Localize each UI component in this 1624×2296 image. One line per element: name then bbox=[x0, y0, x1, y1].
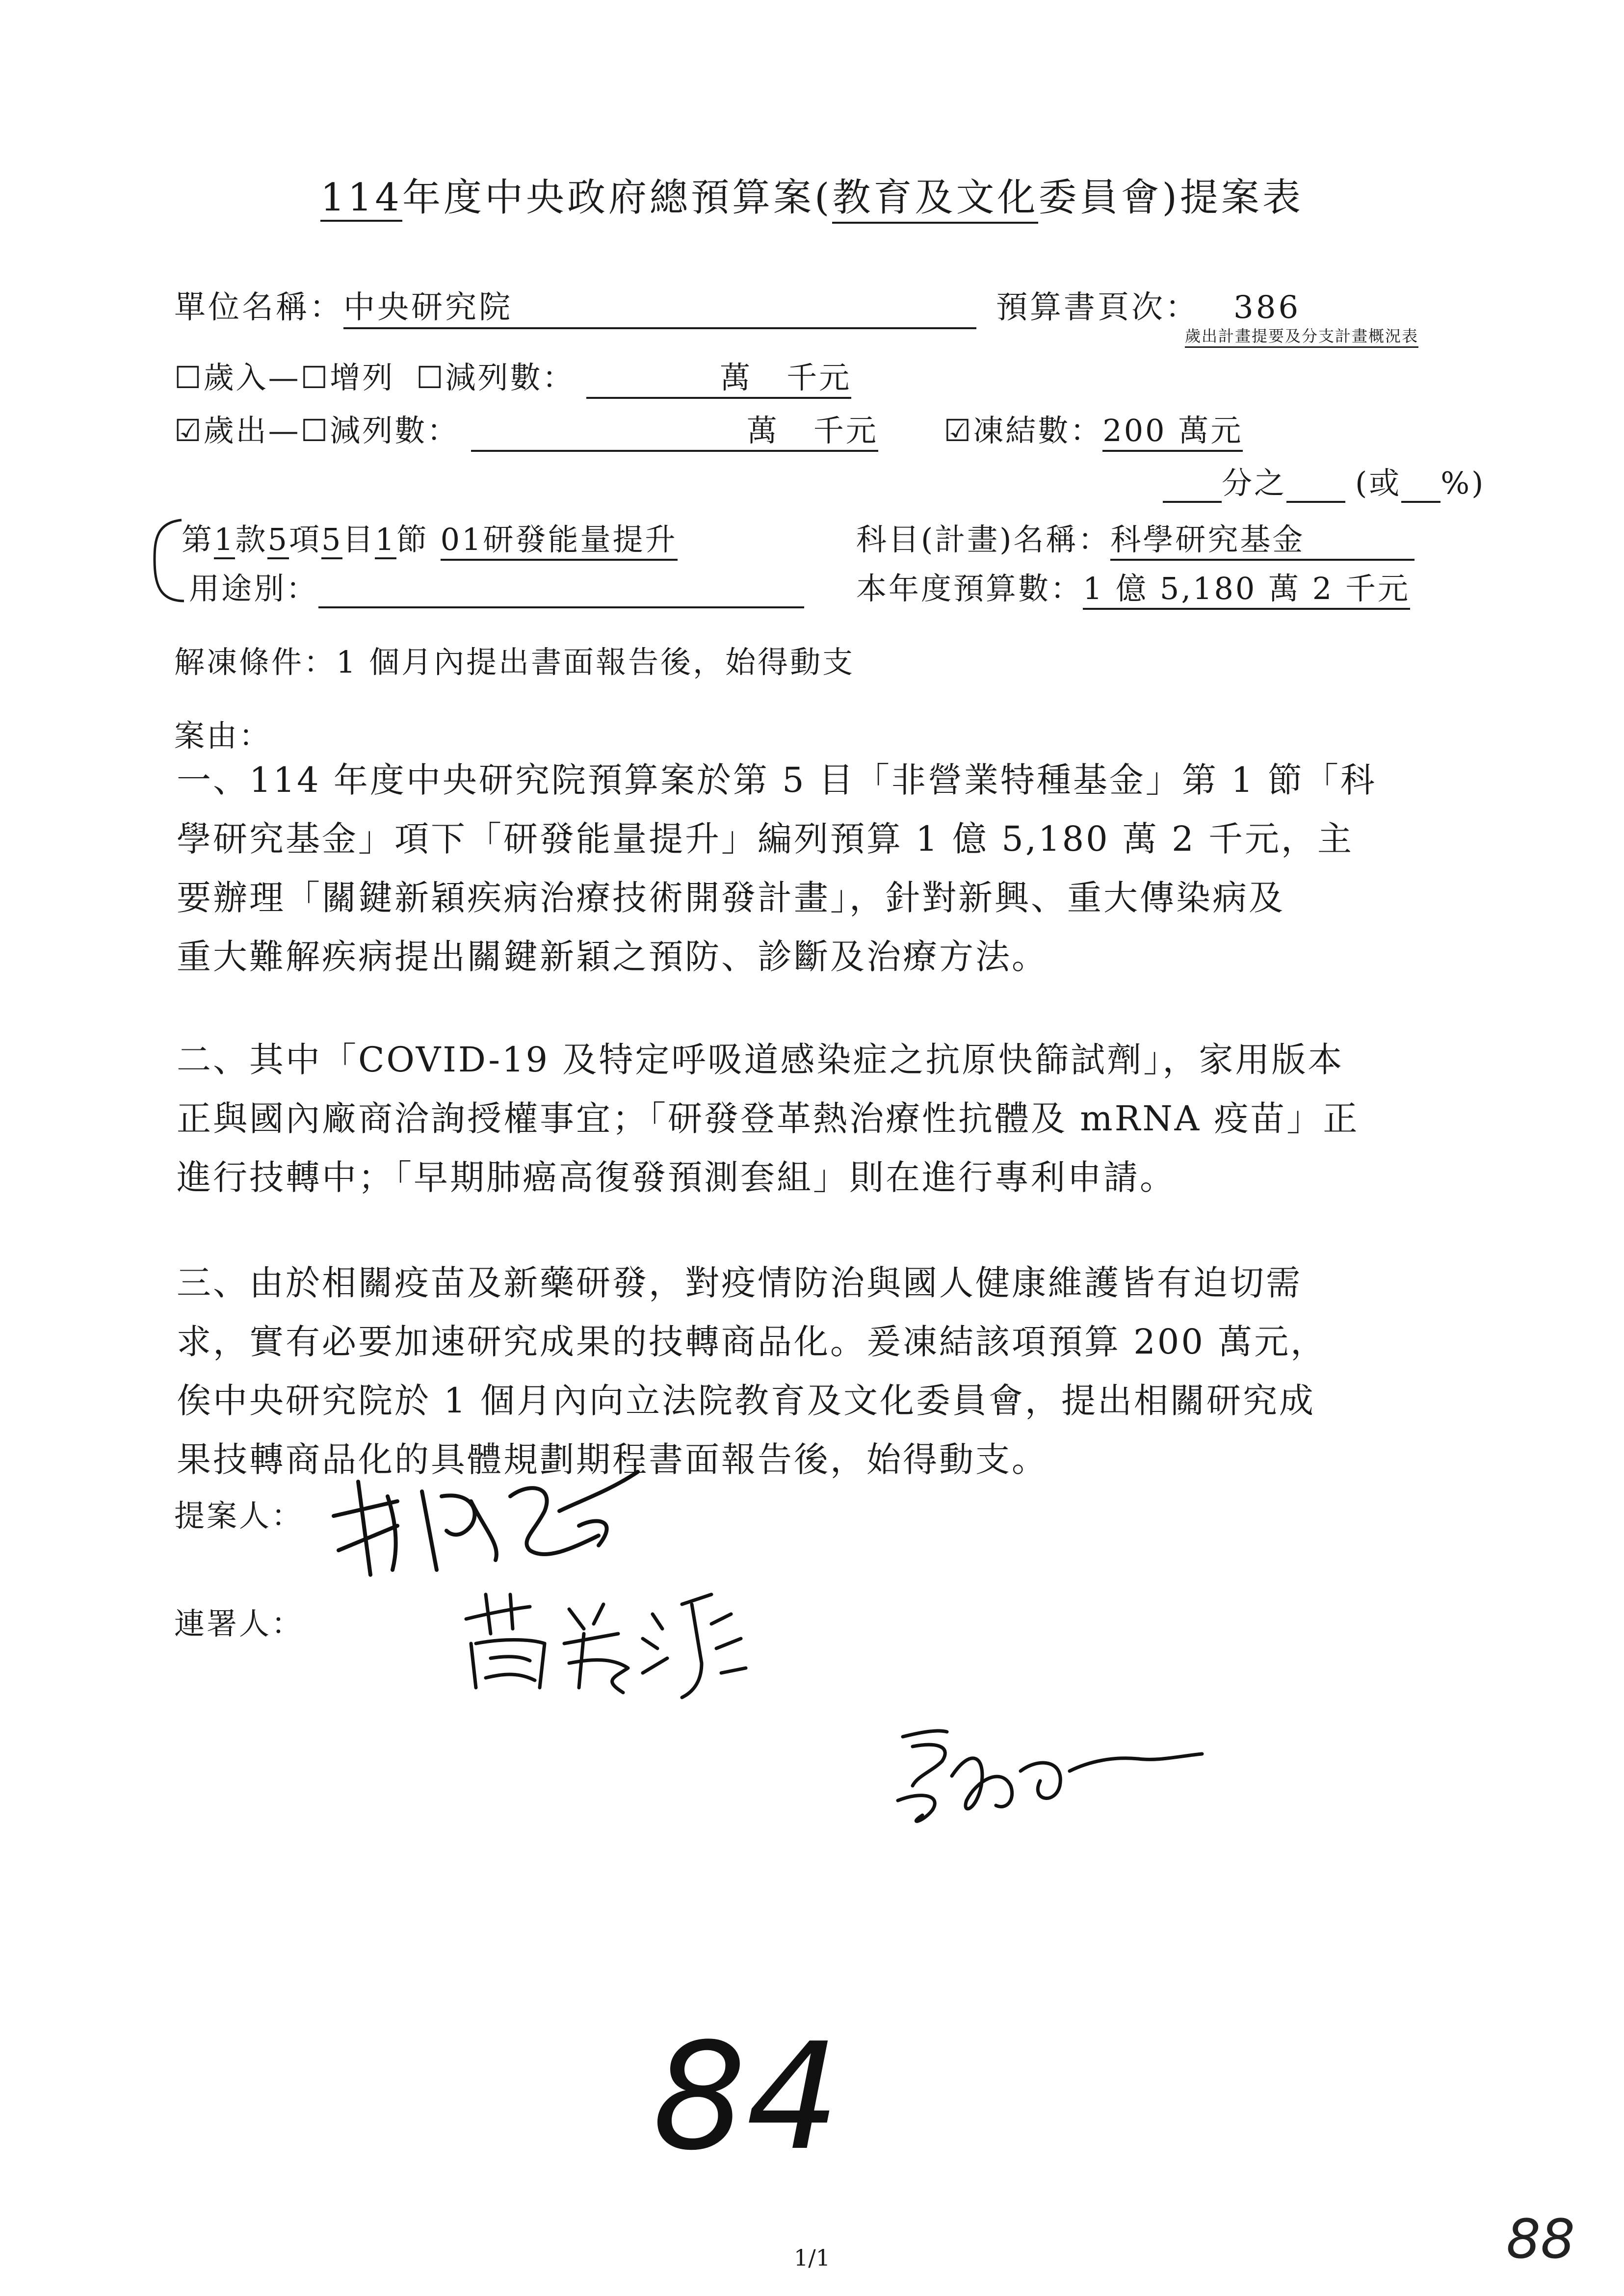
item-code: 01 bbox=[440, 522, 483, 557]
item-kuan-num: 1 bbox=[214, 522, 235, 559]
reason-p1-line: 重大難解疾病提出關鍵新穎之預防、診斷及治療方法。 bbox=[177, 937, 1048, 977]
income-checkbox[interactable]: ☐ bbox=[174, 360, 204, 395]
fraction-huo: (或 bbox=[1355, 465, 1402, 501]
income-row bbox=[174, 353, 851, 399]
expense-reduce-checkbox[interactable]: ☐ bbox=[300, 413, 330, 448]
reason-paragraph-1 bbox=[177, 751, 1501, 986]
income-wan: 萬 bbox=[720, 360, 753, 395]
cosigner-signature-1 bbox=[456, 1575, 800, 1722]
unfreeze-condition: 解凍條件：1 個月內提出書面報告後，始得動支 bbox=[174, 644, 855, 680]
item-xiang-num: 5 bbox=[267, 522, 288, 559]
bracket-mark bbox=[147, 510, 186, 608]
proposer-label: 提案人： bbox=[174, 1498, 304, 1534]
usage-label: 用途別： bbox=[189, 571, 319, 606]
fraction-denominator-field bbox=[1163, 465, 1222, 503]
expense-qianyuan: 千元 bbox=[813, 413, 878, 448]
item-name: 研發能量提升 bbox=[483, 522, 678, 557]
budget-value: 1 億 5,180 萬 2 千元 bbox=[1083, 564, 1410, 610]
item-jie: 節 bbox=[396, 522, 429, 557]
income-qianyuan: 千元 bbox=[786, 360, 852, 395]
item-jie-num: 1 bbox=[375, 522, 396, 559]
item-kuan: 款 bbox=[235, 522, 268, 557]
item-xiang: 項 bbox=[288, 522, 321, 557]
expense-checkbox[interactable]: ☑ bbox=[174, 413, 204, 448]
reason-paragraph-2 bbox=[177, 1030, 1501, 1207]
title-committee: 教育及文化 bbox=[832, 167, 1038, 224]
fraction-percent: %) bbox=[1441, 465, 1486, 501]
page-note-text: 歲出計畫提要及分支計畫概況表 bbox=[1185, 324, 1418, 348]
item-di: 第 bbox=[182, 522, 214, 557]
item-row bbox=[182, 515, 678, 561]
item-mu: 目 bbox=[342, 522, 375, 557]
budget-label: 本年度預算數： bbox=[856, 571, 1083, 606]
handwritten-number: 84 bbox=[653, 2011, 840, 2183]
budget-row bbox=[856, 564, 1410, 610]
reason-label: 案由： bbox=[174, 718, 272, 754]
expense-amount-field bbox=[471, 406, 878, 452]
add-checkbox[interactable]: ☐ bbox=[300, 360, 330, 395]
income-label: 歲入— bbox=[203, 360, 301, 395]
title-middle: 年度中央政府總預算案( bbox=[402, 176, 833, 220]
fraction-row bbox=[1163, 459, 1485, 503]
page-value: 386 bbox=[1233, 289, 1301, 326]
subject-label: 科目(計畫)名稱： bbox=[856, 522, 1111, 557]
expense-row bbox=[174, 406, 1243, 452]
fraction-fen-zhi: 分之 bbox=[1222, 465, 1287, 501]
usage-row bbox=[189, 564, 804, 608]
reason-p3-line: 俟中央研究院於 1 個月內向立法院教育及文化委員會，提出相關研究成 bbox=[177, 1381, 1316, 1421]
reason-p3-line: 三、由於相關疫苗及新藥研發，對疫情防治與國人健康維護皆有迫切需 bbox=[177, 1263, 1302, 1303]
title-end: 委員會)提案表 bbox=[1038, 176, 1304, 220]
fraction-percent-field bbox=[1401, 465, 1441, 503]
subject-row bbox=[856, 515, 1414, 561]
item-code-name bbox=[441, 515, 678, 561]
page-note bbox=[1185, 324, 1418, 348]
reason-p3-line: 果技轉商品化的具體規劃期程書面報告後，始得動支。 bbox=[177, 1439, 1048, 1480]
income-reduce-label: 減列數： bbox=[445, 360, 575, 395]
title-year: 114 bbox=[320, 176, 402, 222]
page-footer: 1/1 bbox=[793, 2244, 831, 2271]
unit-value: 中央研究院 bbox=[343, 282, 976, 329]
usage-field bbox=[318, 571, 804, 608]
page-label: 預算書頁次： bbox=[996, 289, 1199, 326]
unit-label: 單位名稱： bbox=[174, 289, 343, 326]
expense-wan: 萬 bbox=[746, 413, 779, 448]
corner-number: 88 bbox=[1506, 2208, 1575, 2270]
income-reduce-checkbox[interactable]: ☐ bbox=[416, 360, 445, 395]
reason-p1-line: 學研究基金」項下「研發能量提升」編列預算 1 億 5,180 萬 2 千元，主 bbox=[177, 819, 1354, 859]
reason-p2-line: 二、其中「COVID-19 及特定呼吸道感染症之抗原快篩試劑」，家用版本 bbox=[177, 1040, 1344, 1080]
expense-label: 歲出— bbox=[203, 413, 301, 448]
expense-reduce-label: 減列數： bbox=[330, 413, 460, 448]
item-mu-num: 5 bbox=[321, 522, 342, 559]
add-label: 增列 bbox=[330, 360, 395, 395]
document-title bbox=[0, 167, 1624, 224]
income-amount-field bbox=[586, 353, 851, 399]
unit-row bbox=[174, 282, 976, 329]
freeze-label: 凍結數： bbox=[973, 413, 1103, 448]
reason-p3-line: 求，實有必要加速研究成果的技轉商品化。爰凍結該項預算 200 萬元， bbox=[177, 1322, 1327, 1362]
fraction-numerator-field bbox=[1286, 465, 1345, 503]
freeze-value: 200 萬元 bbox=[1102, 406, 1243, 452]
page-row bbox=[996, 282, 1301, 327]
reason-p1-line: 要辦理「關鍵新穎疾病治療技術開發計畫」，針對新興、重大傳染病及 bbox=[177, 878, 1285, 918]
reason-p2-line: 進行技轉中；「早期肺癌高復發預測套組」則在進行專利申請。 bbox=[177, 1157, 1176, 1198]
freeze-checkbox[interactable]: ☑ bbox=[943, 413, 973, 448]
reason-p2-line: 正與國內廠商洽詢授權事宜；「研發登革熱治療性抗體及 mRNA 疫苗」正 bbox=[177, 1098, 1360, 1139]
subject-value: 科學研究基金 bbox=[1110, 515, 1414, 561]
cosigner-signature-2 bbox=[883, 1717, 1227, 1840]
reason-p1-line: 一、114 年度中央研究院預算案於第 5 目「非營業特種基金」第 1 節「科 bbox=[177, 760, 1377, 800]
cosigner-label: 連署人： bbox=[174, 1606, 304, 1642]
